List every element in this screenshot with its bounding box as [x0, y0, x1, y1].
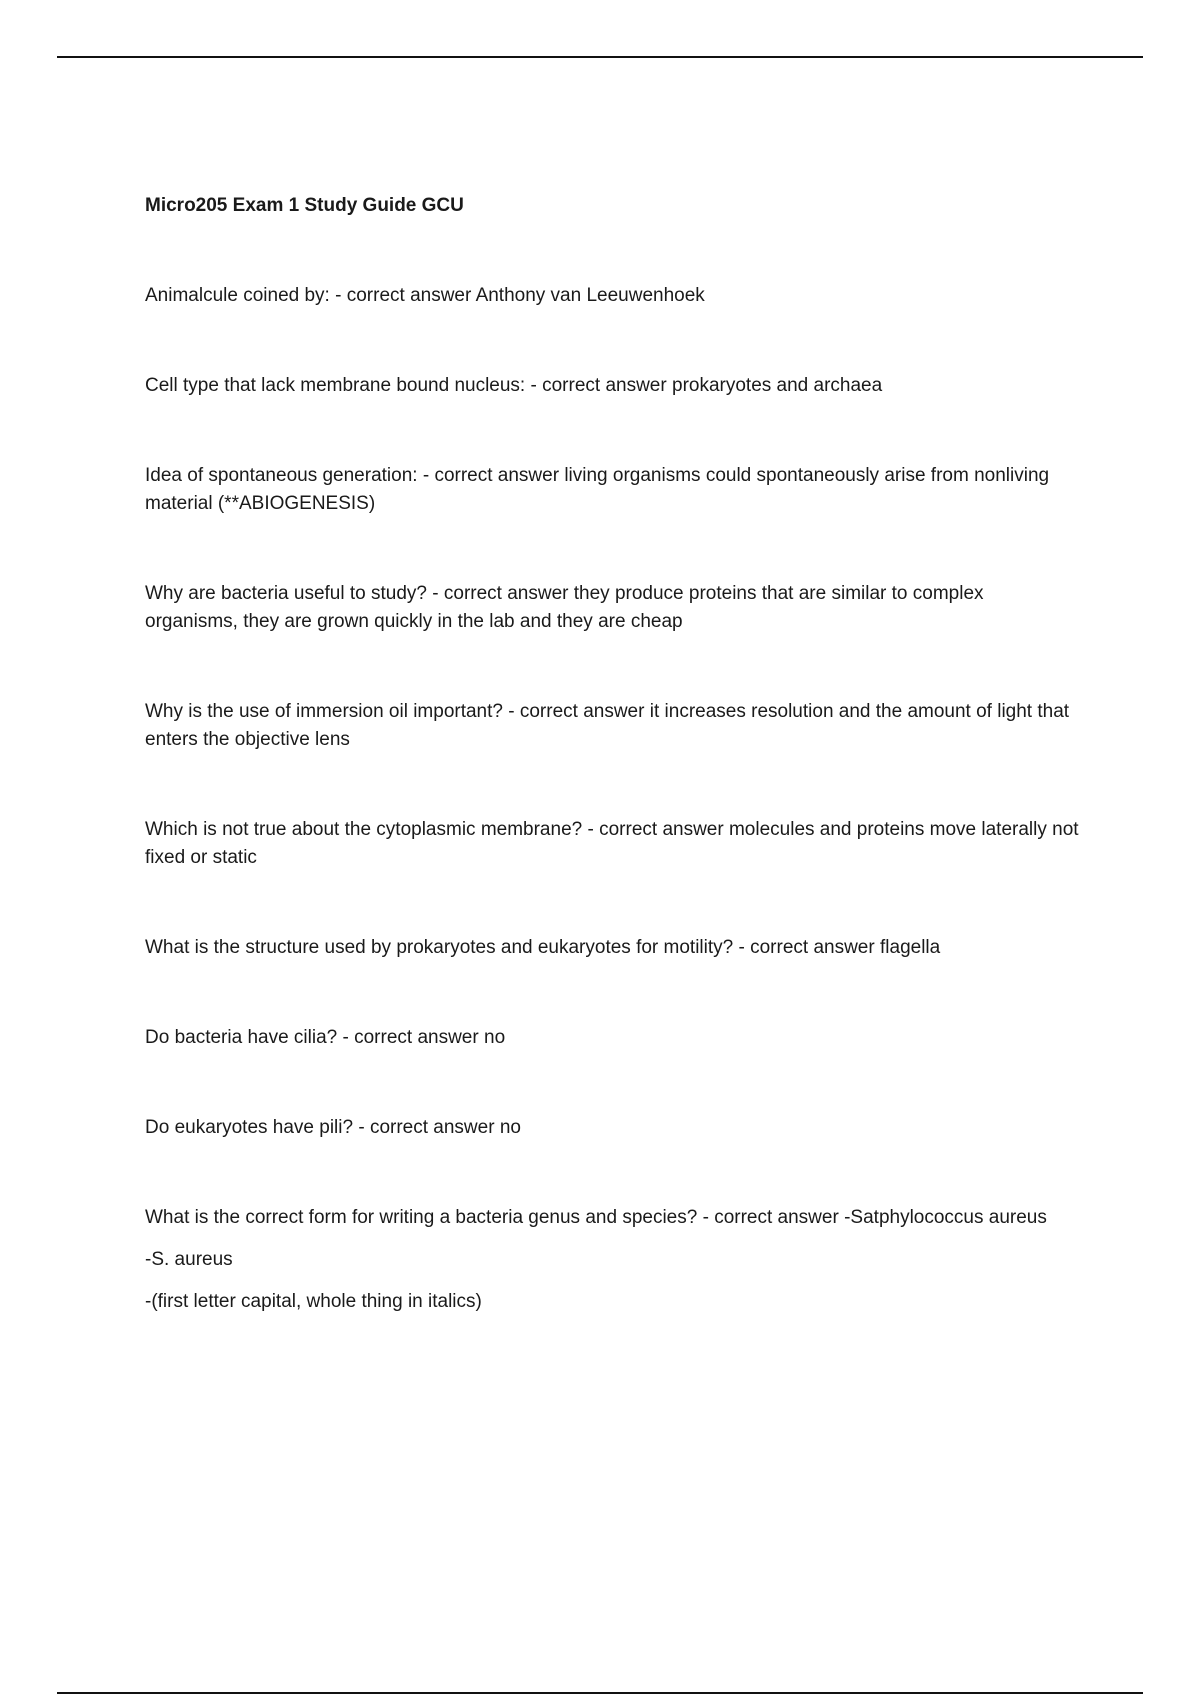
answer-prefix: correct answer	[599, 819, 724, 840]
question-text: Why are bacteria useful to study? -	[145, 583, 444, 604]
bottom-rule	[57, 1692, 1143, 1694]
answer-text: no	[499, 1117, 521, 1138]
answer-prefix: correct answer	[542, 375, 667, 396]
answer-text: it increases resolution and the amount of light that enters the objective lens	[145, 701, 1070, 750]
qa-item	[145, 372, 1080, 400]
qa-item	[145, 934, 1080, 962]
answer-text: prokaryotes and archaea	[672, 375, 883, 396]
qa-item	[145, 462, 1080, 518]
answer-prefix: correct answer	[519, 701, 645, 722]
question-text: What is the correct form for writing a bacteria genus and species? -	[145, 1207, 715, 1228]
question-text: Do eukaryotes have pili? -	[145, 1117, 370, 1138]
answer-prefix: correct answer	[346, 285, 472, 306]
answer-text: molecules and proteins move laterally not fixed or static	[145, 819, 1079, 868]
qa-item	[145, 1024, 1080, 1052]
question-text: Why is the use of immersion oil important? -	[145, 701, 520, 722]
answer-text: no	[484, 1027, 506, 1048]
answer-text: living organisms could spontaneously arise from nonliving material (**ABIOGENESIS)	[145, 465, 1050, 514]
top-rule	[57, 56, 1143, 58]
answer-prefix: correct answer	[369, 1117, 495, 1138]
qa-list	[145, 282, 1080, 1316]
qa-item	[145, 580, 1080, 636]
question-text: Idea of spontaneous generation: -	[145, 465, 435, 486]
qa-item	[145, 282, 1080, 310]
answer-text: -Satphylococcus aureus	[844, 1207, 1047, 1228]
qa-item	[145, 1114, 1080, 1142]
answer-extra-line: -S. aureus	[145, 1249, 233, 1270]
answer-prefix: correct answer	[354, 1027, 479, 1048]
answer-prefix: correct answer	[434, 465, 560, 486]
answer-prefix: correct answer	[714, 1207, 839, 1228]
question-text: Do bacteria have cilia? -	[145, 1027, 355, 1048]
document-body	[145, 192, 1080, 1316]
qa-item	[145, 816, 1080, 872]
answer-text: flagella	[880, 937, 941, 958]
answer-prefix: correct answer	[443, 583, 569, 604]
answer-text: they produce proteins that are similar to complex organisms, they are grown quickly in the lab and they are cheap	[145, 583, 984, 632]
question-text: What is the structure used by prokaryotes and eukaryotes for motility? -	[145, 937, 751, 958]
question-text: Animalcule coined by: -	[145, 285, 347, 306]
question-text: Which is not true about the cytoplasmic membrane? -	[145, 819, 600, 840]
document-title: Micro205 Exam 1 Study Guide GCU	[145, 195, 464, 216]
answer-text: Anthony van Leeuwenhoek	[475, 285, 705, 306]
answer-prefix: correct answer	[750, 937, 875, 958]
answer-extra-line: -(first letter capital, whole thing in italics)	[145, 1291, 482, 1312]
qa-item	[145, 1204, 1080, 1316]
question-text: Cell type that lack membrane bound nucleus: -	[145, 375, 543, 396]
qa-item	[145, 698, 1080, 754]
